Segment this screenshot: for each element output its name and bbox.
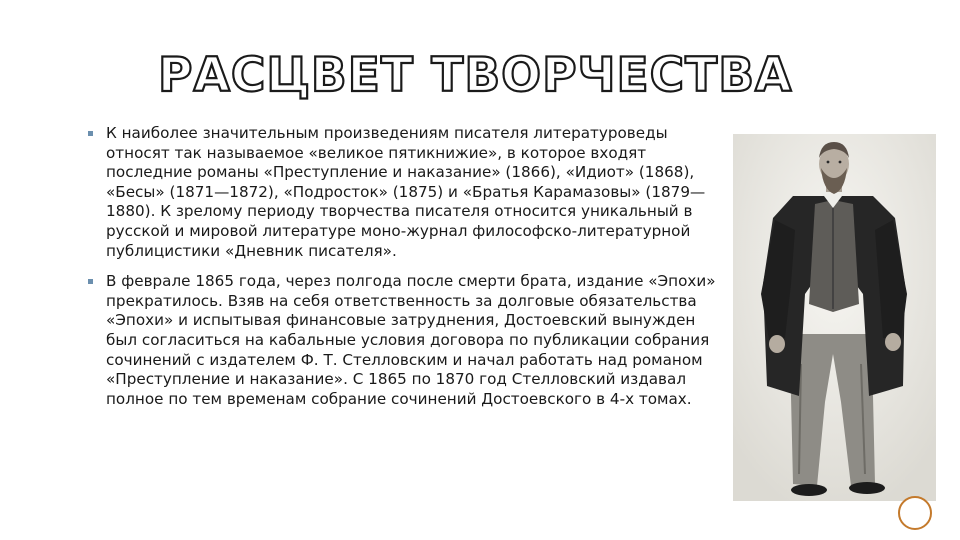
slide-title: РАСЦВЕТ ТВОРЧЕСТВА bbox=[158, 48, 793, 103]
paragraph-stellovsky bbox=[88, 272, 728, 409]
page-number-badge bbox=[898, 496, 932, 530]
slide-body bbox=[88, 124, 728, 420]
paragraph-text: К наиболее значительным произведениям писателя литературоведы относят так называемое «великое пятикнижие», в которое входят последние романы «Преступление и наказание» (1866), «Идиот» (1868), «Бесы» (1871—1872), «Подросток» (1875) и «Братья Карамазовы» (1879—1880). К зрелому периоду творчества писателя относится уникальный в русской и мировой литературе моно-журнал философско-литературной публицистики «Дневник писателя». bbox=[106, 124, 706, 260]
portrait-photo bbox=[733, 134, 936, 501]
paragraph-text: В феврале 1865 года, через полгода после смерти брата, издание «Эпохи» прекратилось. Взяв на себя ответственность за долговые обязательства «Эпохи» и испытывая финансовые затруднения, Достоевский вынужден был согласиться на кабальные условия договора по публикации собрания сочинений с издателем Ф. Т. Стелловским и начал работать над романом «Преступление и наказание». С 1865 по 1870 год Стелловский издавал полное по тем временам собрание сочинений Достоевского в 4-х томах. bbox=[106, 272, 716, 408]
bullet-square-icon bbox=[88, 131, 93, 136]
portrait-illustration bbox=[733, 134, 936, 501]
bullet-square-icon bbox=[88, 279, 93, 284]
paragraph-pentateuch bbox=[88, 124, 728, 261]
